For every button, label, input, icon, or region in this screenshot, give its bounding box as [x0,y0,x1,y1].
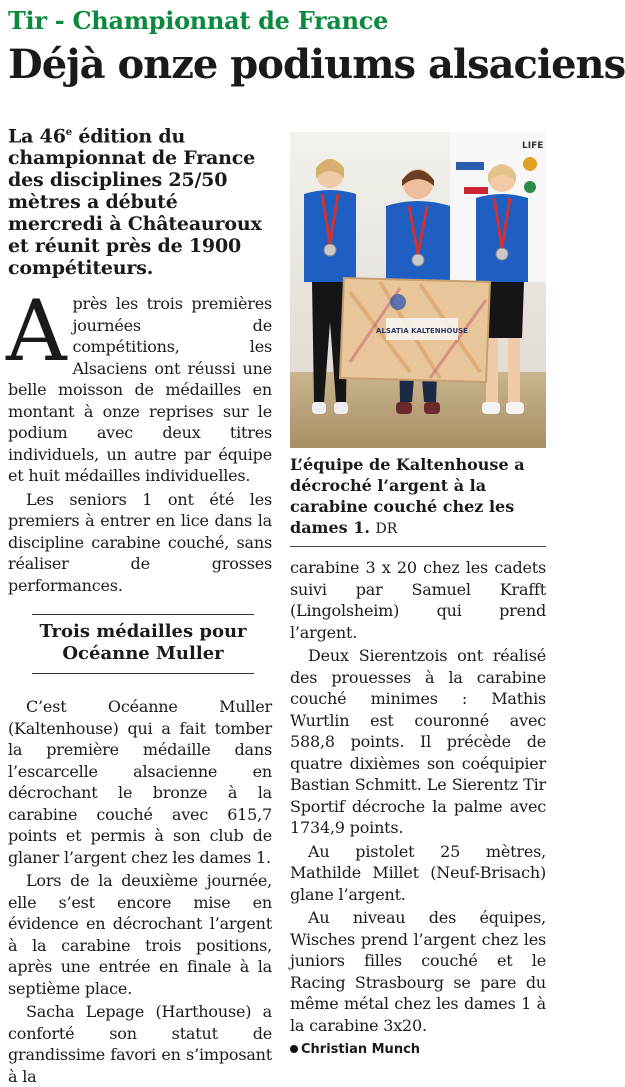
author-signature [290,1042,546,1057]
bullet-icon [290,1045,298,1053]
paragraph-5: Sacha Lepage (Harthouse) a conforté son statut de grandissime favori en s’imposant à la [8,1002,272,1086]
article-lede [8,122,272,279]
right-column [290,132,546,1057]
svg-text:LIFE: LIFE [522,141,544,151]
lede-text-end: édition du championnat de France des disciplines 25/50 mètres a débuté mercredi à Châteauroux et réunit près de 1900 compétiteurs. [8,125,262,280]
caption-text: L’équipe de Kaltenhouse a décroché l’argent à la carabine couché chez les dames 1. [290,455,525,537]
lede-text-start: La 46 [8,125,66,148]
subheading: Trois médailles pour Océanne Muller [32,614,254,674]
photo-credit: DR [375,521,398,537]
section-kicker: Tir - Championnat de France [8,6,389,35]
lede-superscript: e [65,127,72,138]
drop-cap: A [6,282,67,381]
paragraph-6: Deux Sierentzois ont réalisé des prouesses à la carabine couché minimes : Mathis Wurtlin est couronné avec 588,8 points. Il précède de quatre dixièmes son coéquipier Bastian Schmitt. Le Sierentz Tir Sportif décroche la palme avec 1734,9 points. [290,646,546,837]
paragraph-4: Lors de la deuxième journée, elle s’est encore mise en évidence en décrochant l’argent à la carabine trois positions, après une entrée en finale à la septième place. [8,871,272,998]
caption-divider [290,546,546,547]
paragraph-7: Au pistolet 25 mètres, Mathilde Millet (Neuf-Brisach) glane l’argent. [290,841,546,904]
svg-text:ALSATIA KALTENHOUSE: ALSATIA KALTENHOUSE [376,327,468,335]
paragraph-1 [6,282,272,487]
paragraph-3: C’est Océanne Muller (Kaltenhouse) qui a fait tomber la première médaille dans l’escarcelle alsacienne en décrochant le bronze à la carabine couché avec 615,7 points et permis à son club de glaner l’argent chez les dames 1. [8,697,272,867]
team-photo [290,132,546,448]
paragraph-8: Au niveau des équipes, Wisches prend l’argent chez les juniors filles couché et le Racing Strasbourg se pare du même métal chez les dames 1 à la carabine 3x20. [290,908,546,1035]
paragraph-2: Les seniors 1 ont été les premiers à entrer en lice dans la discipline carabine couché, sans réaliser de grosses performances. [8,489,272,595]
paragraph-5-continued: carabine 3 x 20 chez les cadets suivi par Samuel Krafft (Lingolsheim) qui prend l’argent. [290,558,546,642]
photo-caption [290,454,546,540]
left-column [8,122,272,1087]
paragraph-1-text: près les trois premières journées de compétitions, les Alsaciens ont réussi une belle moisson de médailles en montant à onze reprises sur le podium avec deux titres individuels, un autre par équipe et huit médailles individuelles. [8,294,272,486]
author-name: Christian Munch [301,1042,421,1057]
article-headline: Déjà onze podiums alsaciens [8,41,625,88]
